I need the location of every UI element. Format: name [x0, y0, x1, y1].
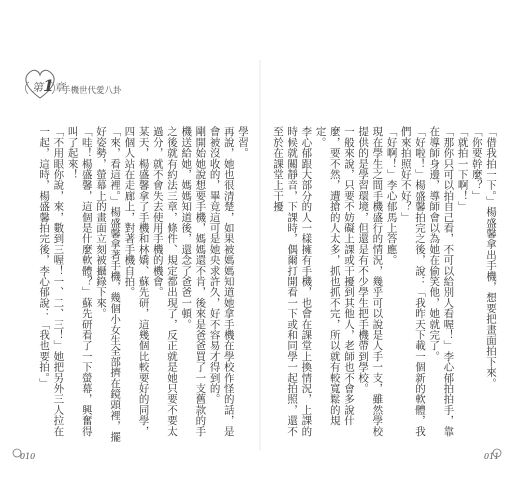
paragraph: 之後就有約法三章，條件、規定都出現了，反正就是她只要不要太過分，就不會失去使用手機的機會。: [151, 126, 178, 437]
running-title: 手機世代愛八卦: [62, 86, 122, 96]
chapter-prefix: 第: [32, 81, 43, 94]
paragraph: 李心郁跟大部分的人一樣擁有手機，也會在課堂上換情況，上課的時候就關靜音，下課時，偶爾打開看一下或和同學一起拍照，還不至於在課堂上干擾: [271, 126, 313, 437]
paragraph: 再說，她也很清楚，如果被媽媽知道她拿手機在學校作怪的話，是會被沒收的，畢竟這可是她央求許久，好不容易才得到的。: [208, 126, 235, 437]
chapter-suffix: 章: [54, 81, 66, 94]
left-body-text: [38, 126, 250, 446]
paragraph: 「來，看這裡。」楊盛馨拿著手機，幾個小女生全部擠在鏡頭裡，擺好姿勢，螢幕上的畫面立刻被攝錄下來。: [94, 126, 122, 442]
paragraph: 「好啊！」李心郁馬上答應。: [385, 126, 398, 266]
paragraph: 「就拍一下啊！」: [456, 126, 469, 212]
paragraph: 「那你只可以拍自己看，不可以給別人看喔！」李心郁拍拍手，靠在導師身邊，導師會以為她在偷笑他，她就完了。: [428, 126, 455, 437]
paragraph: 「你要幹麼？」: [470, 126, 483, 201]
paragraph: 「哇！楊盛馨，這個是什麼軟體？」蘇先研看了一下螢幕，興奮得叫了起來！: [66, 126, 93, 437]
paragraph: 某天，楊盛馨拿了手機和林嬌、蘇先研，這幾個比較要好的同學，四個人站在走廊上，對著手機自拍。: [123, 126, 150, 437]
chapter-num: 1: [43, 76, 55, 95]
paragraph: 「借我拍一下。」楊盛馨拿出手機，想要把畫面拍下來。: [485, 126, 497, 389]
chapter-number: [32, 76, 65, 95]
page-number: 011: [484, 452, 500, 461]
paragraph: 「不用眼你說，來，數到三喔！一、二、三！」她把另外三人拉在一起，這時，楊盛馨拍完後，李心郁說：「我也要拍。」: [38, 126, 65, 437]
paragraph: 一般來說，只要不妨礙上課或干擾到其他人，老師也不會多說什麼，要不然，遭搶的人太多，抓也抓不完，所以就有較寬鬆的規定。: [314, 126, 355, 426]
page-number: 010: [20, 452, 36, 461]
paragraph: 剛開始她說想要手機，媽媽還不肯，後來是爸爸買了一支舊款的手機送給她，媽媽知道後，還念了爸爸一頓。: [180, 126, 207, 437]
paragraph: 現在學生之間手機盛行的情況，幾乎可以說是人手一支，雖然學校提供的是學習環境，但還是有不少學生把手機帶到學校。: [357, 126, 384, 437]
right-body-text: [271, 126, 498, 446]
book-gutter: [259, 60, 261, 450]
left-page: [0, 48, 258, 468]
folio-ornament-icon: [490, 446, 504, 460]
paragraph: 「好啦！」楊盛馨拍完之後，說：「我昨天下載一個新的軟體，我們來拍照好不好？」: [399, 126, 426, 437]
chapter-header: [20, 64, 140, 104]
right-page: [262, 48, 520, 468]
paragraph: 學習。: [237, 126, 249, 159]
